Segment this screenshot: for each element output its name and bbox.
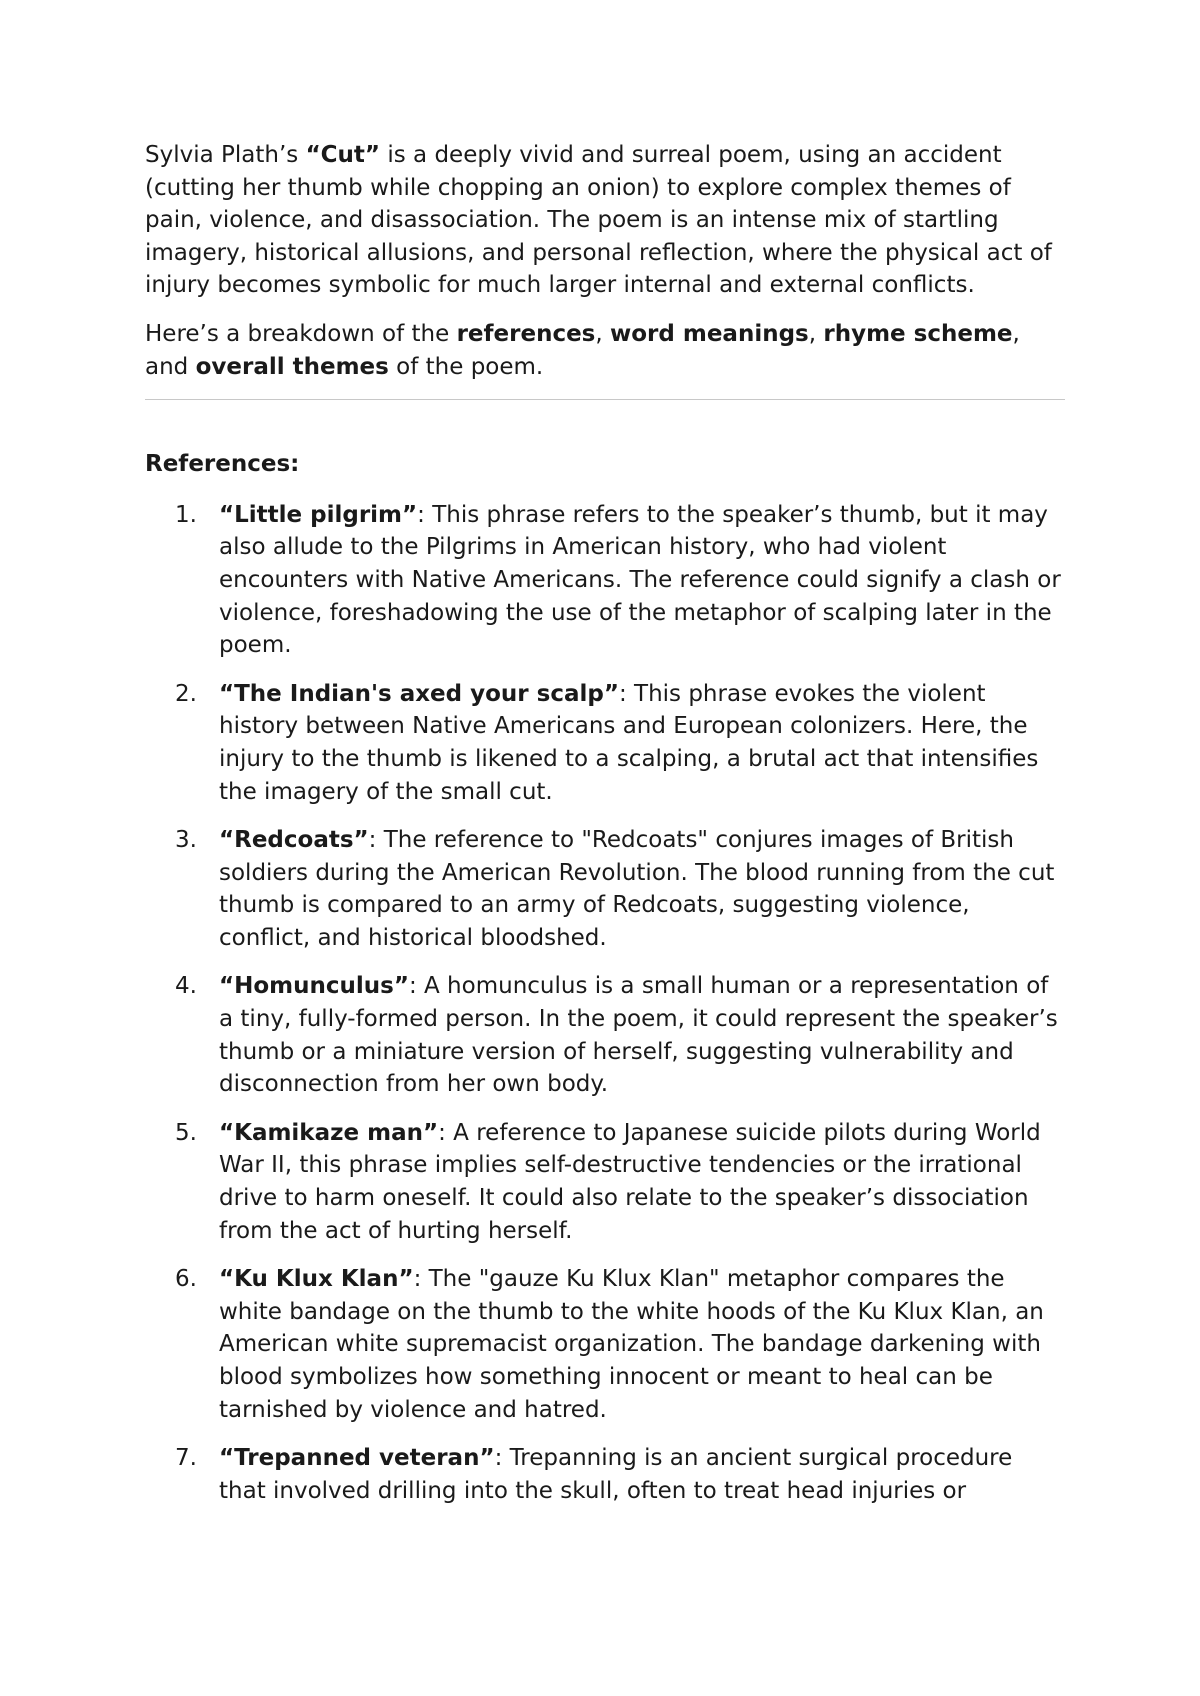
- reference-term: “Trepanned veteran”: [219, 1445, 495, 1472]
- breakdown-bold-word-meanings: word meanings: [610, 320, 809, 347]
- reference-term: “The Indian's axed your scalp”: [219, 680, 619, 707]
- reference-term: “Kamikaze man”: [219, 1119, 439, 1146]
- reference-item-6: [145, 1263, 1065, 1426]
- reference-item-2: [145, 678, 1065, 808]
- reference-term: “Ku Klux Klan”: [219, 1266, 414, 1293]
- reference-description: : The reference to "Redcoats" conjures images of British soldiers during the American Revolution. The blood running from the cut thumb is compared to an army of Redcoats, suggesting violence, conflict, and historical bloodshed.: [219, 827, 1055, 951]
- breakdown-separator: ,: [808, 320, 824, 347]
- reference-term: “Redcoats”: [219, 827, 369, 854]
- references-list: [145, 499, 1065, 1508]
- reference-description: : This phrase refers to the speaker’s thumb, but it may also allude to the Pilgrims in American history, who had violent encounters with Native Americans. The reference could signify a clash or violence, foreshadowing the use of the metaphor of scalping later in the poem.: [219, 501, 1061, 659]
- reference-term: “Homunculus”: [219, 973, 409, 1000]
- breakdown-separator: ,: [595, 320, 610, 347]
- references-heading: References:: [145, 451, 300, 478]
- breakdown-bold-overall-themes: overall themes: [195, 353, 389, 380]
- breakdown-paragraph: [145, 318, 1065, 383]
- reference-description: : Trepanning is an ancient surgical procedure that involved drilling into the skull, often to treat head injuries or: [219, 1445, 1013, 1504]
- intro-text-start: Sylvia Plath’s: [145, 142, 306, 168]
- reference-term: “Little pilgrim”: [219, 501, 418, 528]
- reference-item-3: [145, 824, 1065, 954]
- reference-item-1: [145, 499, 1065, 662]
- list-number: 4.: [175, 973, 197, 1000]
- reference-description: : A reference to Japanese suicide pilots during World War II, this phrase implies self-destructive tendencies or the irrational drive to harm oneself. It could also relate to the speaker’s dissociation from the act of hurting herself.: [219, 1119, 1041, 1244]
- breakdown-separator: , and: [145, 320, 1020, 380]
- breakdown-text-start: Here’s a breakdown of the: [145, 320, 457, 347]
- list-number: 6.: [175, 1266, 197, 1293]
- reference-item-7: [145, 1442, 1065, 1507]
- list-number: 3.: [175, 827, 197, 854]
- poem-title: “Cut”: [305, 142, 381, 168]
- reference-item-4: [145, 970, 1065, 1100]
- breakdown-bold-rhyme-scheme: rhyme scheme: [823, 320, 1013, 347]
- intro-text-rest: is a deeply vivid and surreal poem, using an accident (cutting her thumb while chopping an onion) to explore complex themes of pain, violence, and disassociation. The poem is an intense mix of startling imagery, historical allusions, and personal reflection, where the physical act of injury becomes symbolic for much larger internal and external conflicts.: [145, 142, 1052, 299]
- document-page: [145, 139, 1065, 1523]
- list-number: 5.: [175, 1119, 197, 1146]
- reference-description: : A homunculus is a small human or a representation of a tiny, fully-formed person. In the poem, it could represent the speaker’s thumb or a miniature version of herself, suggesting vulnerability and disconnection from her own body.: [219, 973, 1058, 1098]
- breakdown-text-end: of the poem.: [388, 353, 544, 380]
- list-number: 1.: [175, 501, 197, 528]
- list-number: 2.: [175, 680, 197, 707]
- reference-item-5: [145, 1117, 1065, 1247]
- horizontal-divider: [145, 399, 1065, 400]
- reference-description: : This phrase evokes the violent history between Native Americans and European colonizers. Here, the injury to the thumb is likened to a scalping, a brutal act that intensifies the imagery of the small cut.: [219, 680, 1039, 805]
- intro-paragraph: [145, 139, 1065, 302]
- reference-description: : The "gauze Ku Klux Klan" metaphor compares the white bandage on the thumb to the white hoods of the Ku Klux Klan, an American white supremacist organization. The bandage darkening with blood symbolizes how something innocent or meant to heal can be tarnished by violence and hatred.: [219, 1266, 1044, 1423]
- breakdown-bold-references: references: [456, 320, 596, 347]
- list-number: 7.: [175, 1445, 197, 1472]
